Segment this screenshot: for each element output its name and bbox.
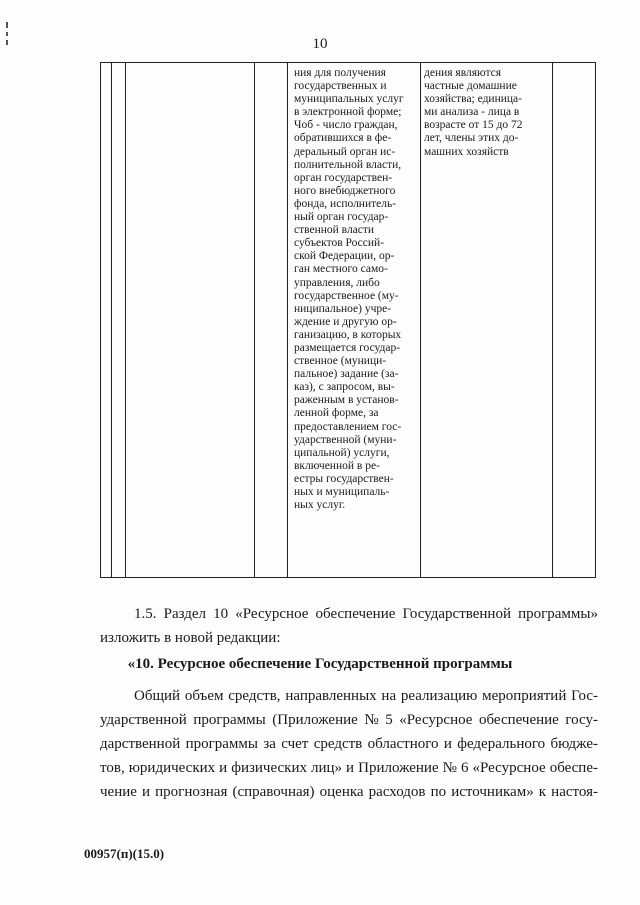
paragraph-funding [100,684,598,804]
section-heading: «10. Ресурсное обеспечение Государственной программы [127,656,513,672]
table-column-divider [287,63,288,577]
paragraph-line: изложить в новой редакции: [100,630,281,646]
indicator-table-fragment [100,62,596,578]
paragraph-line: дарственной программы за счет средств областного и федерального бюдже- [100,736,598,752]
table-column-divider [111,63,112,577]
paragraph-amendment [100,602,598,650]
table-column-divider [254,63,255,577]
table-column-divider [125,63,126,577]
paragraph-line: тов, юридических и физических лиц» и Приложение № 6 «Ресурсное обеспе- [100,760,598,776]
paragraph-line: чение и прогнозная (справочная) оценка расходов по источникам» к настоя- [100,784,598,800]
table-cell-data-source: дения являются частные домашние хозяйства; единица- ми анализа - лица в возрасте от 15 до 72 лет, члены этих до- машних хозяйств [424,67,523,158]
page-number: 10 [312,36,328,52]
paragraph-line: ударственной программы (Приложение № 5 «Ресурсное обеспечение госу- [100,712,598,728]
paragraph-line: 1.5. Раздел 10 «Ресурсное обеспечение Государственной программы» [134,606,598,622]
paragraph-line: Общий объем средств, направленных на реализацию мероприятий Гос- [134,688,598,704]
document-code: 00957(п)(15.0) [84,846,165,861]
scan-margin-mark [6,22,8,28]
table-column-divider [420,63,421,577]
table-column-divider [552,63,553,577]
table-cell-formula-description: ния для получения государственных и муниципальных услуг в электронной форме; Чоб - число граждан, обратившихся в фе- деральный орган ис- полнительной власти, орган государствен- ного внебюджетного фонда, исполнитель- ный орган государ- ственной власти субъектов Россий- ской Федерации, ор- ган местного само- управления, либо государственное (му- ниципальное) учре- ждение и другую ор- ганизацию, в которых размещается государ- ственное (муници- пальное) задание (за- каз), с запросом, вы- раженным в установ- ленной форме, за предоставлением гос- ударственной (муни- ципальной) услуги, включенной в ре- естры государствен- ных и муниципаль- ных услуг. [294,67,404,512]
